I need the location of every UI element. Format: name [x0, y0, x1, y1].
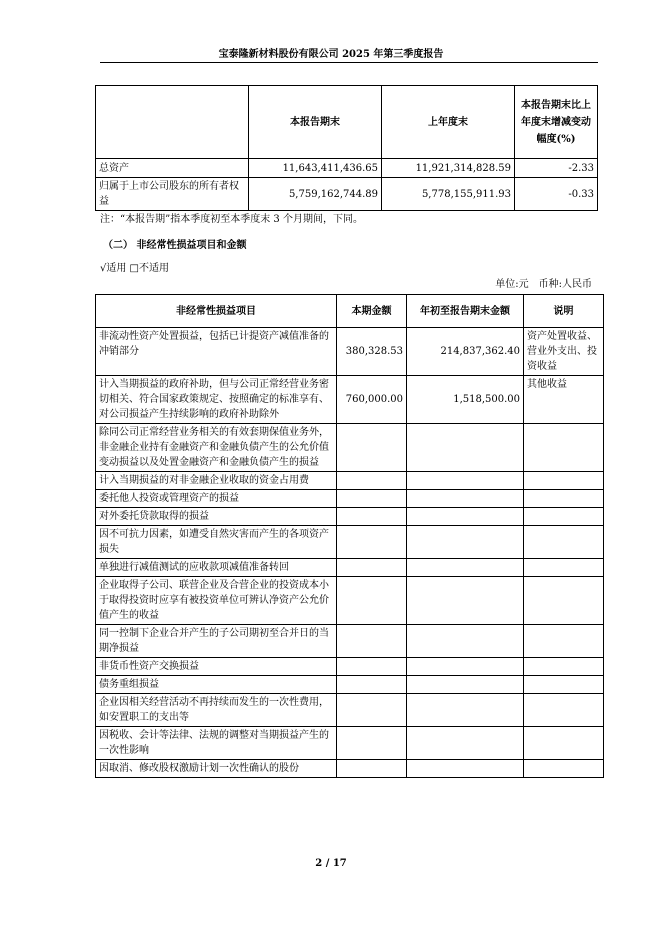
nonrecurring-row	[96, 508, 604, 526]
row-current	[337, 508, 407, 526]
nonrecurring-row	[96, 577, 604, 625]
row-item: 除同公司正常经营业务相关的有效套期保值业务外，非金融企业持有金融资产和金融负债产生的公允价值变动损益以及处置金融资产和金融负债产生的损益	[96, 424, 337, 472]
row-current	[337, 424, 407, 472]
unit-currency-line: 单位:元 币种:人民币	[495, 279, 592, 290]
header-item: 非经常性损益项目	[96, 295, 337, 328]
row-current	[337, 559, 407, 577]
summary-row-change: -0.33	[515, 178, 598, 211]
row-item: 债务重组损益	[96, 676, 337, 694]
nonrecurring-header-row	[96, 295, 604, 328]
period-note: 注：“本报告期”指本季度初至本季度末 3 个月期间，下同。	[100, 214, 363, 225]
row-item: 企业取得子公司、联营企业及合营企业的投资成本小于取得投资时应享有被投资单位可辨认净资产公允价值产生的收益	[96, 577, 337, 625]
row-item: 非流动性资产处置损益，包括已计提资产减值准备的冲销部分	[96, 328, 337, 376]
row-note	[524, 625, 604, 658]
row-note	[524, 760, 604, 778]
row-current: 380,328.53	[337, 328, 407, 376]
row-item: 计入当期损益的政府补助，但与公司正常经营业务密切相关、符合国家政策规定、按照确定的标准享有、对公司损益产生持续影响的政府补助除外	[96, 376, 337, 424]
summary-row-change: -2.33	[515, 159, 598, 178]
row-current	[337, 490, 407, 508]
summary-row-prior: 5,778,155,911.93	[382, 178, 515, 211]
row-current	[337, 658, 407, 676]
header-note: 说明	[524, 295, 604, 328]
row-note	[524, 577, 604, 625]
row-note	[524, 727, 604, 760]
row-ytd	[407, 658, 524, 676]
summary-row	[96, 159, 598, 178]
row-ytd	[407, 559, 524, 577]
row-item: 单独进行减值测试的应收款项减值准备转回	[96, 559, 337, 577]
nonrecurring-row	[96, 424, 604, 472]
summary-row-label: 归属于上市公司股东的所有者权益	[96, 178, 249, 211]
page-header-title: 宝泰隆新材料股份有限公司 2025 年第三季度报告	[218, 49, 444, 60]
row-current	[337, 676, 407, 694]
row-note	[524, 526, 604, 559]
header-rule	[100, 62, 598, 63]
row-item: 对外委托贷款取得的损益	[96, 508, 337, 526]
summary-row-current: 11,643,411,436.65	[249, 159, 382, 178]
nonrecurring-row	[96, 376, 604, 424]
row-ytd	[407, 625, 524, 658]
header-ytd: 年初至报告期末金额	[407, 295, 524, 328]
row-ytd	[407, 676, 524, 694]
row-note	[524, 559, 604, 577]
nonrecurring-row	[96, 559, 604, 577]
summary-row-prior: 11,921,314,828.59	[382, 159, 515, 178]
row-ytd	[407, 424, 524, 472]
row-note	[524, 658, 604, 676]
nonrecurring-row	[96, 760, 604, 778]
row-note	[524, 490, 604, 508]
row-ytd: 214,837,362.40	[407, 328, 524, 376]
balance-summary-table	[95, 85, 598, 211]
nonrecurring-row	[96, 526, 604, 559]
nonrecurring-items-table	[95, 294, 604, 778]
nonrecurring-row	[96, 676, 604, 694]
nonrecurring-row	[96, 625, 604, 658]
row-note: 其他收益	[524, 376, 604, 424]
summary-header-blank	[96, 86, 249, 159]
applicability-options: √适用 □不适用	[100, 263, 169, 274]
row-item: 因不可抗力因素，如遭受自然灾害而产生的各项资产损失	[96, 526, 337, 559]
row-item: 因取消、修改股权激励计划一次性确认的股份	[96, 760, 337, 778]
row-ytd	[407, 727, 524, 760]
row-note: 资产处置收益、营业外支出、投资收益	[524, 328, 604, 376]
nonrecurring-row	[96, 472, 604, 490]
row-current	[337, 472, 407, 490]
row-current	[337, 577, 407, 625]
summary-header-row	[96, 86, 598, 159]
row-note	[524, 694, 604, 727]
nonrecurring-row	[96, 694, 604, 727]
nonrecurring-row	[96, 727, 604, 760]
row-item: 委托他人投资或管理资产的损益	[96, 490, 337, 508]
summary-row-label: 总资产	[96, 159, 249, 178]
row-current	[337, 760, 407, 778]
row-ytd	[407, 490, 524, 508]
row-ytd: 1,518,500.00	[407, 376, 524, 424]
row-ytd	[407, 472, 524, 490]
nonrecurring-row	[96, 490, 604, 508]
row-current	[337, 526, 407, 559]
row-note	[524, 676, 604, 694]
row-current	[337, 625, 407, 658]
row-item: 企业因相关经营活动不再持续而发生的一次性费用，如安置职工的支出等	[96, 694, 337, 727]
summary-row-current: 5,759,162,744.89	[249, 178, 382, 211]
row-item: 因税收、会计等法律、法规的调整对当期损益产生的一次性影响	[96, 727, 337, 760]
row-item: 计入当期损益的对非金融企业收取的资金占用费	[96, 472, 337, 490]
row-ytd	[407, 760, 524, 778]
nonrecurring-row	[96, 328, 604, 376]
row-ytd	[407, 577, 524, 625]
row-current	[337, 727, 407, 760]
row-note	[524, 424, 604, 472]
summary-header-change: 本报告期末比上年度末增减变动幅度(%)	[515, 86, 598, 159]
row-item: 同一控制下企业合并产生的子公司期初至合并日的当期净损益	[96, 625, 337, 658]
row-ytd	[407, 508, 524, 526]
row-current: 760,000.00	[337, 376, 407, 424]
summary-header-prior: 上年度末	[382, 86, 515, 159]
row-ytd	[407, 694, 524, 727]
row-note	[524, 508, 604, 526]
summary-row	[96, 178, 598, 211]
header-current: 本期金额	[337, 295, 407, 328]
row-note	[524, 472, 604, 490]
row-ytd	[407, 526, 524, 559]
nonrecurring-row	[96, 658, 604, 676]
summary-header-current: 本报告期末	[249, 86, 382, 159]
row-item: 非货币性资产交换损益	[96, 658, 337, 676]
section-title: （二） 非经常性损益项目和金额	[103, 240, 247, 251]
page-number: 2 / 17	[315, 858, 347, 869]
row-current	[337, 694, 407, 727]
